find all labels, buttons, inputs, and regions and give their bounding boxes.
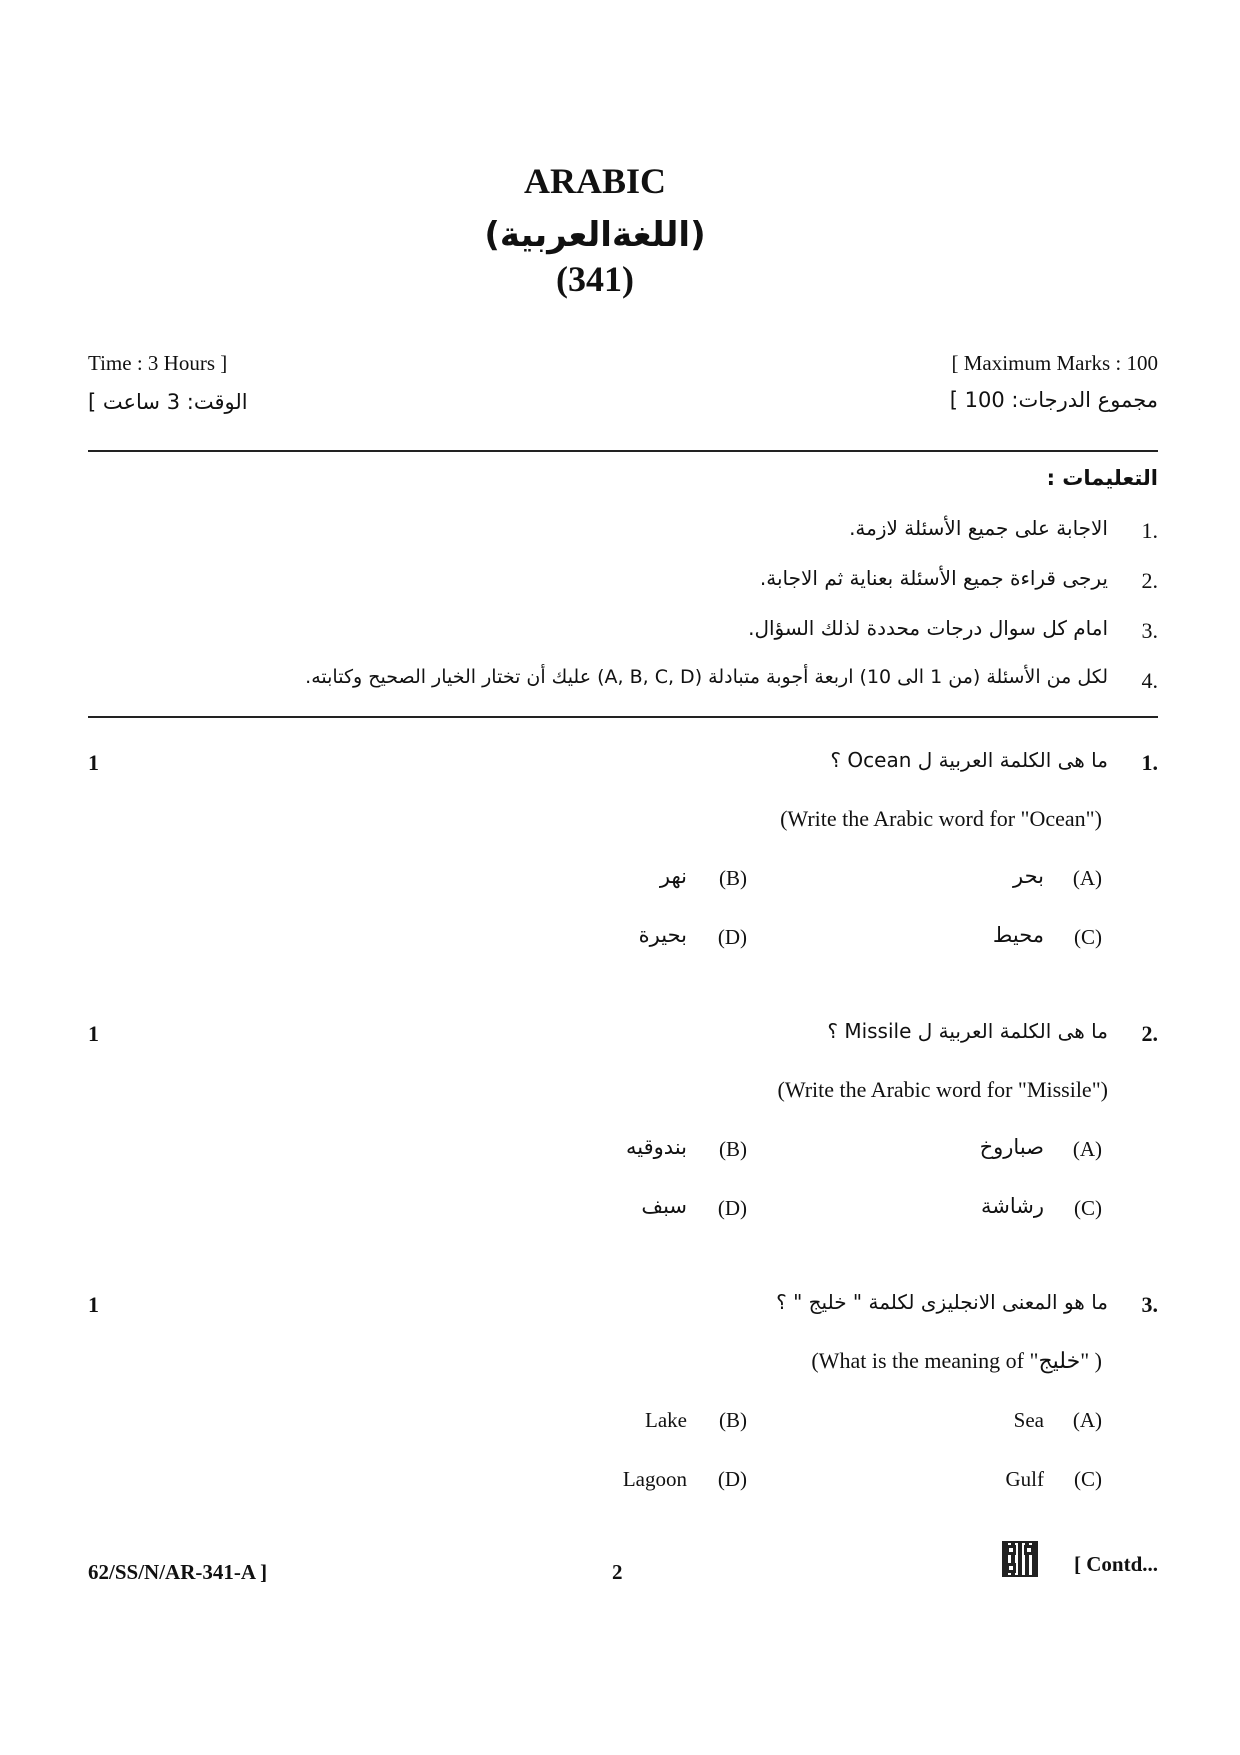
option-label: (D) [717,925,747,949]
subject-code: (341) [556,259,634,299]
page-number: 2 [612,1560,623,1584]
instruction-text: يرجى قراءة جميع الأسئلة بعناية ثم الاجابة. [759,566,1108,590]
subject-title-arabic: (اللغةالعربية) [484,215,706,255]
question-text-arabic: ما هى الكلمة العربية ل Ocean ؟ [830,748,1108,772]
option-label: (D) [717,1196,747,1220]
option-text: رشاشة [981,1194,1044,1218]
question-number: 1. [1141,750,1158,775]
option-text: Lagoon [622,1467,687,1491]
max-marks-arabic: مجموع الدرجات: 100 ] [949,388,1158,412]
option-label: (B) [719,866,747,890]
divider-top [88,450,1158,452]
instruction-text: لكل من الأسئلة (من 1 الى 10) اربعة أجوبة متبادلة (A, B, C, D) عليك أن تختار الخيار الصحيح وكتابته. [305,666,1108,688]
subject-title: ARABIC [523,161,666,201]
time-arabic: الوقت: 3 ساعت ] [88,390,248,414]
option-text: محيط [992,923,1044,947]
option-text: بحر [1013,864,1044,888]
question-marks: 1 [88,1021,99,1046]
instruction-number: 3. [1141,618,1158,643]
option-text: نهر [659,864,687,888]
option-label: (B) [719,1137,747,1161]
instructions-heading: التعليمات : [1046,466,1158,490]
option-text: بحيرة [638,923,687,947]
divider-instructions [88,716,1158,718]
option-label: (A) [1072,866,1102,890]
option-text: Sea [1013,1408,1044,1432]
option-label: (B) [719,1408,747,1432]
option-label: (A) [1072,1137,1102,1161]
instruction-number: 1. [1141,518,1158,543]
option-label: (A) [1072,1408,1102,1432]
option-label: (C) [1074,1467,1102,1491]
option-label: (C) [1074,925,1102,949]
question-text-arabic: ما هو المعنى الانجليزى لكلمة " خليج " ؟ [776,1290,1108,1314]
question-text-english: (Write the Arabic word for "Missile") [777,1077,1108,1102]
option-text: Gulf [1005,1467,1044,1491]
continued-label: [ Contd... [1073,1552,1158,1576]
question-text-english: (Write the Arabic word for "Ocean") [780,806,1102,831]
question-text-arabic: ما هى الكلمة العربية ل Missile ؟ [827,1019,1108,1043]
paper-code: 62/SS/N/AR-341-A ] [88,1560,268,1584]
question-marks: 1 [88,750,99,775]
instruction-number: 2. [1141,568,1158,593]
qr-code-icon [1002,1541,1038,1577]
instruction-text: امام كل سوال درجات محددة لذلك السؤال. [748,616,1108,640]
max-marks-english: [ Maximum Marks : 100 [951,351,1158,375]
option-text: بندوقيه [626,1135,687,1159]
question-text-english: (What is the meaning of "خليج" ) [811,1348,1102,1373]
option-text: سبف [641,1194,687,1218]
option-text: صباروخ [979,1135,1044,1159]
instruction-text: الاجابة على جميع الأسئلة لازمة. [849,516,1108,540]
option-label: (D) [717,1467,747,1491]
instruction-number: 4. [1141,668,1158,693]
time-english: Time : 3 Hours ] [88,351,228,375]
option-text: Lake [645,1408,687,1432]
question-number: 2. [1141,1021,1158,1046]
question-number: 3. [1141,1292,1158,1317]
option-label: (C) [1074,1196,1102,1220]
question-marks: 1 [88,1292,99,1317]
